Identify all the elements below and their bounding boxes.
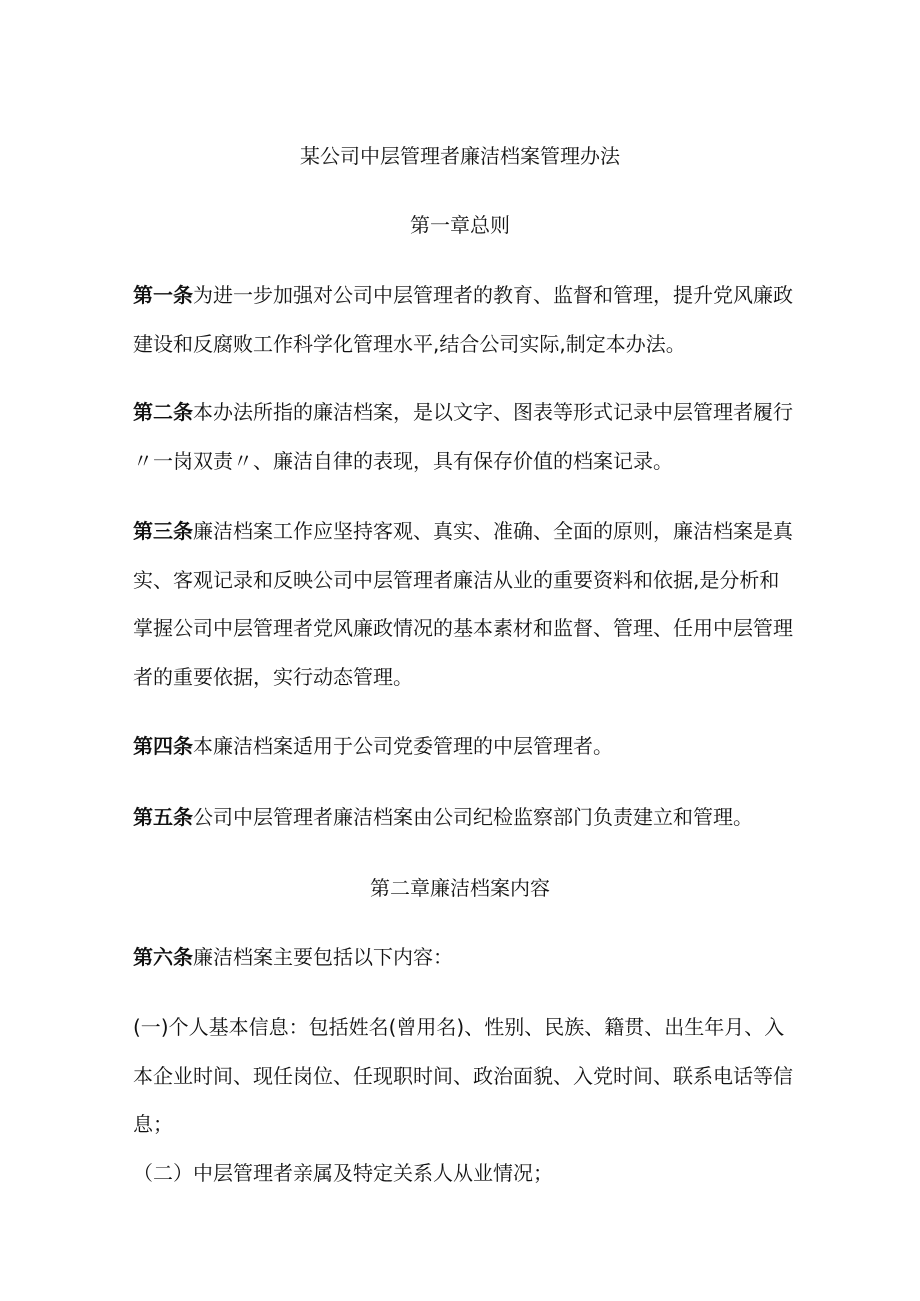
- article-3: [133, 507, 798, 701]
- article-6-label: 第六条: [133, 945, 193, 969]
- article-2-label: 第二条: [133, 400, 193, 424]
- article-3-label: 第三条: [133, 519, 193, 543]
- list-item-1: (一)个人基本信息：包括姓名(曾用名)、性别、民族、籍贯、出生年月、入本企业时间、现任岗位、任现职时间、政治面貌、入党时间、联系电话等信息；: [133, 1015, 793, 1136]
- article-5: [133, 793, 798, 842]
- article-2: [133, 388, 798, 485]
- article-1: [133, 271, 798, 368]
- chapter-1-heading: 第一章总则: [410, 213, 510, 237]
- article-4-text: 本廉洁档案适用于公司党委管理的中层管理者。: [193, 734, 613, 758]
- article-1-text: 为进一步加强对公司中层管理者的教育、监督和管理，提升党风廉政建设和反腐败工作科学化管理水平,结合公司实际,制定本办法。: [133, 283, 793, 356]
- chapter-2-heading: 第二章廉洁档案内容: [370, 876, 550, 900]
- article-5-label: 第五条: [133, 805, 193, 829]
- document-title: 某公司中层管理者廉洁档案管理办法: [300, 144, 620, 168]
- article-6-text: 廉洁档案主要包括以下内容：: [193, 945, 453, 969]
- list-item-2: （二）中层管理者亲属及特定关系人从业情况；: [133, 1161, 553, 1185]
- article-3-text: 廉洁档案工作应坚持客观、真实、准确、全面的原则，廉洁档案是真实、客观记录和反映公司中层管理者廉洁从业的重要资料和依据,是分析和掌握公司中层管理者党风廉政情况的基本素材和监督、管理、任用中层管理者的重要依据，实行动态管理。: [133, 519, 793, 689]
- article-6: [133, 933, 798, 982]
- article-1-label: 第一条: [133, 283, 193, 307]
- article-4: [133, 722, 798, 771]
- article-4-label: 第四条: [133, 734, 193, 758]
- article-5-text: 公司中层管理者廉洁档案由公司纪检监察部门负责建立和管理。: [193, 805, 753, 829]
- article-2-text: 本办法所指的廉洁档案，是以文字、图表等形式记录中层管理者履行〃一岗双责〃、廉洁自律的表现，具有保存价值的档案记录。: [133, 400, 793, 473]
